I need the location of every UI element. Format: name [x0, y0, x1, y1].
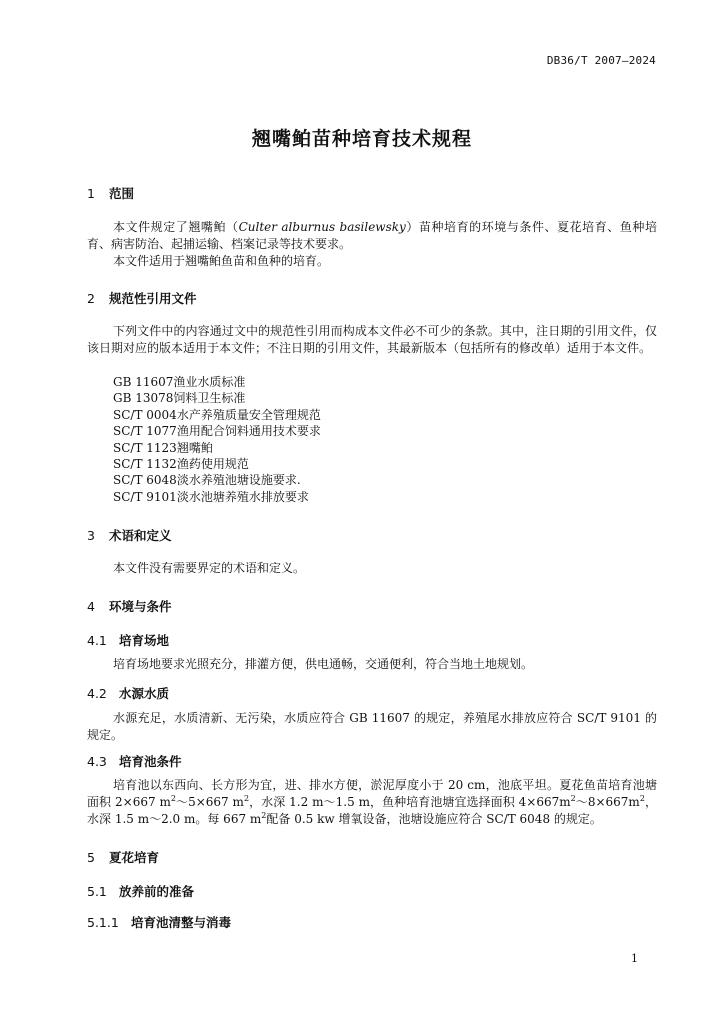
section-1-paragraph-1: 本文件规定了翘嘴鲌（Culter alburnus basilewsky）苗种培育的环境与条件、夏花培育、鱼种培育、病害防治、起捕运输、档案记录等技术要求。: [87, 220, 657, 251]
document-title: 翘嘴鲌苗种培育技术规程: [251, 128, 472, 150]
reference-code: GB 13078: [113, 391, 174, 406]
section-4-heading: [87, 597, 172, 615]
section-2-heading: [87, 289, 197, 307]
normative-reference-list: [113, 374, 321, 505]
section-number: 3: [87, 528, 95, 543]
subsection-number: 5.1.1: [87, 915, 119, 930]
reference-title: 渔药使用规范: [176, 457, 249, 472]
subsection-number: 4.2: [87, 686, 107, 701]
reference-title: 渔业水质标准: [173, 375, 246, 389]
reference-item: [113, 390, 321, 406]
reference-code: SC/T 1123: [113, 440, 177, 455]
subsection-5-1-heading: [87, 882, 194, 900]
subsection-4-2-heading: [87, 684, 169, 702]
section-number: 2: [87, 291, 95, 306]
reference-item: [113, 456, 321, 472]
section-3-paragraph: 本文件没有需要界定的术语和定义。: [113, 561, 306, 575]
reference-item: [113, 374, 321, 390]
page-number: 1: [631, 952, 638, 965]
subsection-4-1-heading: [87, 631, 169, 649]
reference-item: [113, 423, 321, 439]
reference-code: SC/T 9101: [113, 489, 177, 504]
subsection-4-3-heading: [87, 752, 182, 770]
section-title: 夏花培育: [109, 850, 160, 865]
subsection-4-3-paragraph: 培育池以东西向、长方形为宜，进、排水方便，淤泥厚度小于 20 cm，池底平坦。夏花鱼苗培育池塘面积 2×667 $m^2\sim 5\times 667$ $m^2$，水深 1.2 m～1.5 m，鱼种培育池塘宜选择面积 $4\times 667m^2\sim 8\times 667m^2$，水深 1.5 m～2.0 m。每 667 $m^2$配备 0.5 kw 增氧设备，池塘设施应符合 SC/T 6048 的规定。: [87, 778, 657, 826]
subsection-number: 4.1: [87, 633, 107, 648]
reference-title: 翘嘴鲌: [176, 440, 213, 455]
reference-title: 饲料卫生标准: [173, 391, 246, 406]
reference-code: GB 11607: [113, 375, 174, 389]
subsection-title: 水源水质: [119, 686, 170, 701]
section-3-heading: [87, 526, 172, 544]
reference-code: SC/T 0004: [113, 407, 177, 422]
reference-title: 淡水池塘养殖水排放要求: [176, 489, 309, 504]
section-number: 4: [87, 599, 95, 614]
subsection-title: 培育池条件: [119, 754, 182, 769]
subsection-4-1-paragraph: 培育场地要求光照充分，排灌方便，供电通畅，交通便利，符合当地土地规划。: [113, 657, 534, 671]
standard-code: DB36/T 2007—2024: [546, 54, 656, 67]
section-1-paragraph-2: 本文件适用于翘嘴鲌鱼苗和鱼种的培育。: [113, 254, 330, 268]
reference-code: SC/T 1077: [113, 424, 177, 439]
latin-species-name: Culter alburnus basilewsky: [238, 220, 406, 234]
subsection-4-2-paragraph: 水源充足，水质清新、无污染，水质应符合 GB 11607 的规定，养殖尾水排放应符合 SC/T 9101 的规定。: [87, 711, 657, 742]
reference-title: 渔用配合饲料通用技术要求: [176, 424, 321, 439]
subsection-5-1-1-heading: [87, 913, 231, 931]
section-title: 术语和定义: [109, 528, 172, 543]
reference-item: [113, 489, 321, 505]
subsection-title: 培育场地: [119, 633, 170, 648]
section-title: 范围: [109, 186, 135, 201]
section-2-intro: 下列文件中的内容通过文中的规范性引用而构成本文件必不可少的条款。其中，注日期的引用文件，仅该日期对应的版本适用于本文件；不注日期的引用文件，其最新版本（包括所有的修改单）适用于本文件。: [87, 324, 657, 355]
reference-item: [113, 407, 321, 423]
section-title: 规范性引用文件: [109, 291, 197, 306]
subsection-title: 放养前的准备: [119, 884, 195, 899]
reference-code: SC/T 6048: [113, 473, 177, 488]
subsection-number: 5.1: [87, 884, 107, 899]
reference-title: 水产养殖质量安全管理规范: [176, 407, 321, 422]
section-1-heading: [87, 184, 134, 202]
subsection-title: 培育池清整与消毒: [131, 915, 232, 930]
section-title: 环境与条件: [109, 599, 172, 614]
reference-code: SC/T 1132: [113, 457, 177, 472]
section-number: 1: [87, 186, 95, 201]
section-5-heading: [87, 848, 159, 866]
reference-item: [113, 472, 321, 488]
reference-title: 淡水养殖池塘设施要求.: [176, 473, 301, 488]
section-number: 5: [87, 850, 95, 865]
reference-item: [113, 440, 321, 456]
subsection-number: 4.3: [87, 754, 107, 769]
